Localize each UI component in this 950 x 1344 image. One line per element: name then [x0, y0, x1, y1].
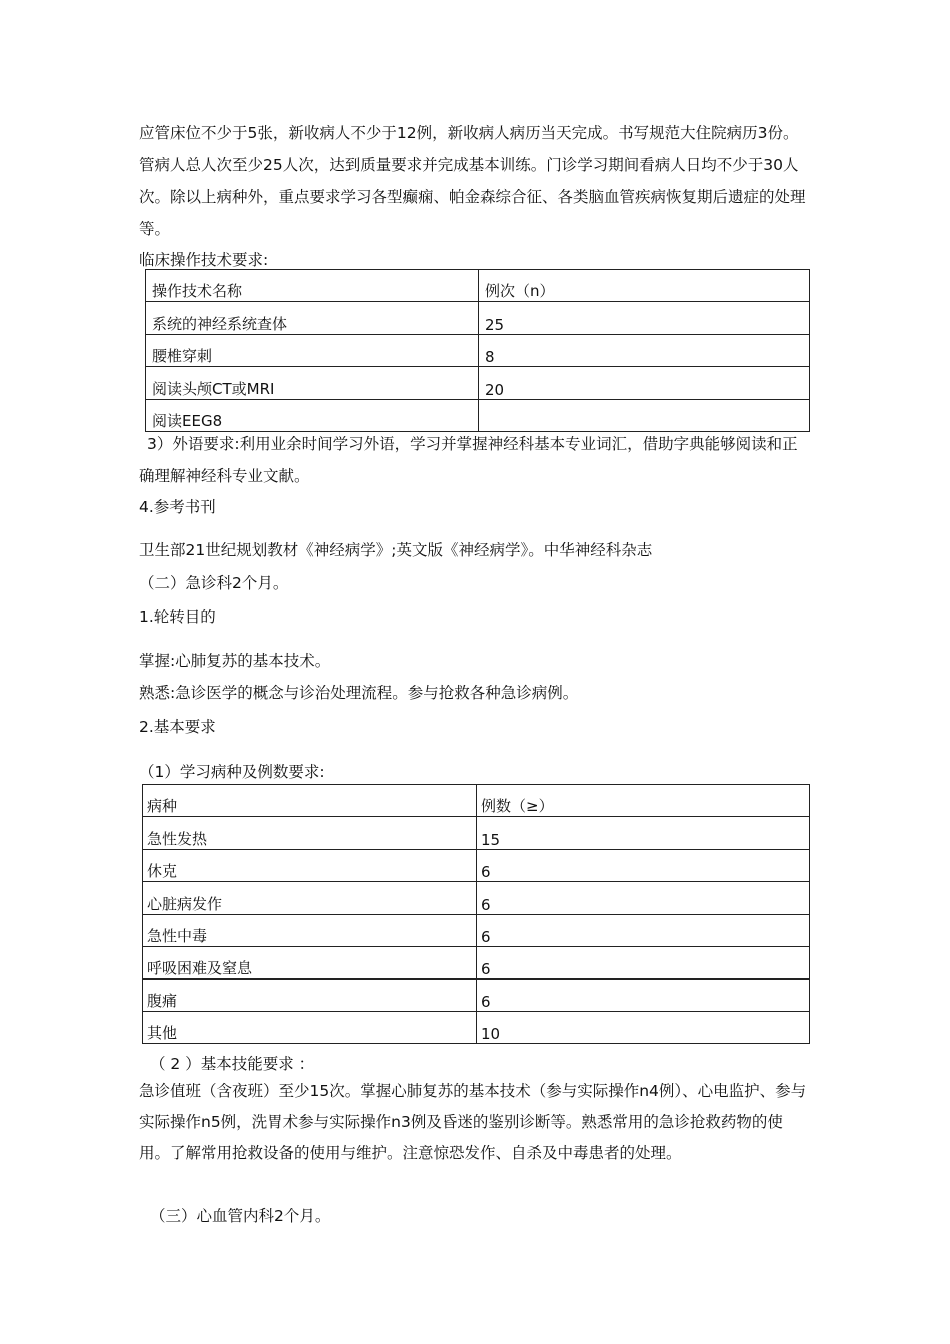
table-row — [146, 399, 810, 431]
table-cell: 急性发热 — [143, 817, 477, 849]
table-cell: 系统的神经系统查体 — [146, 302, 479, 334]
table-row — [146, 302, 810, 334]
skills-paragraph: 急诊值班（含夜班）至少15次。掌握心肺复苏的基本技术（参与实际操作n4例）、心电监护、参与实际操作n5例，洗胃术参与实际操作n3例及昏迷的鉴别诊断等。熟悉常用的急诊抢救药物的使用。了解常用抢救设备的使用与维护。注意惊恐发作、自杀及中毒患者的处理。 — [139, 1082, 807, 1162]
table-row — [143, 979, 810, 1011]
disease-table — [142, 784, 810, 1044]
table-cell: 20 — [479, 367, 810, 399]
table-cell: 6 — [477, 882, 810, 914]
table-row — [143, 946, 810, 978]
table-header-cell: 例次（n） — [479, 270, 810, 302]
table-header-cell: 操作技术名称 — [146, 270, 479, 302]
disease-caption: （1）学习病种及例数要求: — [139, 763, 325, 781]
table-header-cell: 例数（≥） — [477, 785, 810, 817]
table-cell: 6 — [477, 849, 810, 881]
table-cell: 6 — [477, 946, 810, 978]
table-header-cell: 病种 — [143, 785, 477, 817]
table-cell: 25 — [479, 302, 810, 334]
table-cell: 8 — [479, 334, 810, 366]
skills-heading: （ 2 ）基本技能要求 ： — [150, 1055, 315, 1073]
table-cell: 6 — [477, 914, 810, 946]
table-cell — [479, 399, 810, 431]
table-header-row — [146, 270, 810, 302]
intro-paragraph: 应管床位不少于5张，新收病人不少于12例，新收病人病历当天完成。书写规范大住院病历3份。管病人总人次至少25人次，达到质量要求并完成基本训练。门诊学习期间看病人日均不少于30人次。除以上病种外，重点要求学习各型癫痫、帕金森综合征、各类脑血管疾病恢复期后遗症的处理等。 — [139, 124, 806, 238]
table-cell: 10 — [477, 1011, 810, 1043]
table-header-row — [143, 785, 810, 817]
familiar-text: 熟悉:急诊医学的概念与诊治处理流程。参与抢救各种急诊病例。 — [139, 684, 579, 702]
table-row — [143, 1011, 810, 1043]
table-row — [143, 817, 810, 849]
table-cell: 休克 — [143, 849, 477, 881]
table-row — [146, 334, 810, 366]
table-cell: 心脏病发作 — [143, 882, 477, 914]
table-cell: 6 — [477, 979, 810, 1011]
table-cell: 其他 — [143, 1011, 477, 1043]
basic-requirements-heading: 2.基本要求 — [139, 718, 216, 736]
table-cell: 呼吸困难及窒息 — [143, 946, 477, 978]
table-cell: 15 — [477, 817, 810, 849]
section-3-title: （三）心血管内科2个月。 — [150, 1207, 331, 1225]
references-text: 卫生部21世纪规划教材《神经病学》;英文版《神经病学》。中华神经科杂志 — [139, 541, 653, 559]
references-heading: 4.参考书刊 — [139, 498, 216, 516]
table-cell: 急性中毒 — [143, 914, 477, 946]
operations-table — [145, 269, 810, 432]
master-text: 掌握:心肺复苏的基本技术。 — [139, 652, 331, 670]
table-row — [143, 914, 810, 946]
table-row — [143, 882, 810, 914]
rotation-goal-heading: 1.轮转目的 — [139, 608, 216, 626]
table-cell: 阅读EEG8 — [146, 399, 479, 431]
table-row — [146, 367, 810, 399]
table-cell: 腰椎穿刺 — [146, 334, 479, 366]
foreign-language-paragraph: 3）外语要求:利用业余时间学习外语，学习并掌握神经科基本专业词汇，借助字典能够阅读和正确理解神经科专业文献。 — [139, 435, 798, 485]
table-row — [143, 849, 810, 881]
table-cell: 阅读头颅CT或MRI — [146, 367, 479, 399]
section-2-title: （二）急诊科2个月。 — [139, 574, 289, 592]
ops-caption: 临床操作技术要求: — [139, 251, 269, 269]
table-cell: 腹痛 — [143, 979, 477, 1011]
